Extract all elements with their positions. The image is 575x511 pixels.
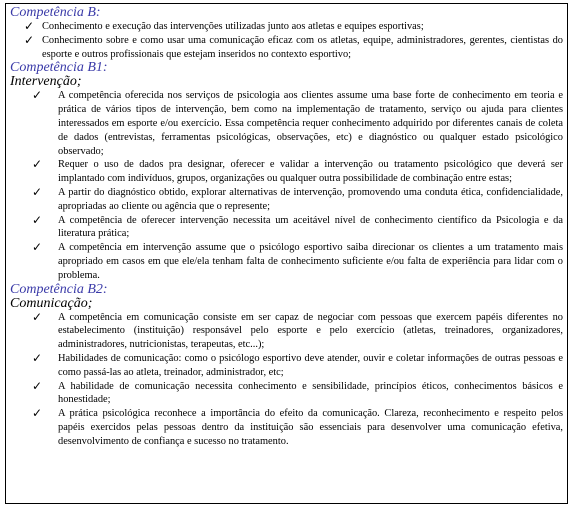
list-item <box>10 34 563 62</box>
list-item-text: Habilidades de comunicação: como o psicólogo esportivo deve atender, ouvir e coletar informações de outras pessoas e como passá-las ao atleta, treinador, administrador, etc; <box>58 352 563 378</box>
list-item-text: A prática psicológica reconhece a importância do efeito da comunicação. Clareza, reconhecimento e respeito pelos papéis exercidos pelas pessoas dentro da instituição são essenciais para desenvolver uma comunicação efetiva, desenvolvimento de confiança e sucesso no tratamento. <box>58 408 563 447</box>
checkmark-icon: ✓ <box>32 378 43 393</box>
list-item <box>10 380 563 408</box>
list-item <box>10 186 563 214</box>
competencia-b-title: Competência B: <box>10 5 101 20</box>
list-item <box>10 241 563 282</box>
competencia-b2-list <box>10 311 563 449</box>
checkmark-icon: ✓ <box>24 19 35 33</box>
list-item-text: A competência em intervenção assume que o psicólogo esportivo saiba direcionar os clientes a um tratamento mais apropriado em casos em que ele/ela tenham falta de conhecimento suficiente e/ou falta de experiência para lidar com o problema. <box>58 242 563 281</box>
list-item-text: A habilidade de comunicação necessita conhecimento e sensibilidade, princípios éticos, conhecimentos básicos e honestidade; <box>58 380 563 406</box>
list-item-text: Requer o uso de dados pra designar, oferecer e validar a intervenção ou tratamento psicológico que deverá ser implantado com indivíduos, grupos, organizações ou qualquer outra possibilidade de combinação entre estas; <box>58 159 563 185</box>
list-item-text: Conhecimento e execução das intervenções utilizadas junto aos atletas e equipes esportivas; <box>42 21 424 32</box>
list-item <box>10 158 563 186</box>
list-item-text: A competência de oferecer intervenção necessita um aceitável nível de conhecimento científico da Psicologia e da literatura prática; <box>58 214 563 240</box>
list-item <box>10 407 563 448</box>
checkmark-icon: ✓ <box>24 32 35 47</box>
list-item-text: A competência em comunicação consiste em ser capaz de negociar com pessoas que exercem papéis diferentes no estabelecimento (instituição) responsável pelo esporte e pelo exercício (atletas, treinadores, organizadores, administradores, nutricionistas, terapeutas, etc...); <box>58 311 563 351</box>
list-item <box>10 311 563 352</box>
competencia-b2-title: Competência B2: <box>10 281 108 297</box>
list-item <box>10 89 563 158</box>
intervencao-subtitle: Intervenção; <box>10 74 82 90</box>
list-item <box>10 214 563 242</box>
list-item <box>10 20 563 34</box>
list-item-text: Conhecimento sobre e como usar uma comunicação eficaz com os atletas, equipe, administradores, gerentes, cientistas do esporte e outros profissionais que estejam inseridos no contexto esportivo; <box>42 34 563 60</box>
checkmark-icon: ✓ <box>32 350 43 365</box>
checkmark-icon: ✓ <box>32 184 43 199</box>
competencia-b1-list <box>10 89 563 282</box>
checkmark-icon: ✓ <box>32 157 43 172</box>
checkmark-icon: ✓ <box>32 406 43 421</box>
list-item <box>10 352 563 380</box>
checkmark-icon: ✓ <box>32 240 43 255</box>
comunicacao-subtitle: Comunicação; <box>10 295 93 311</box>
list-item-text: A partir do diagnóstico obtido, explorar alternativas de intervenção, promovendo uma conduta ética, confidencialidade, apropriadas ao cliente ou agência que o represente; <box>58 186 563 212</box>
competencias-box <box>5 3 568 504</box>
competencias-content <box>10 6 563 449</box>
list-item-text: A competência oferecida nos serviços de psicologia aos clientes assume uma base forte de conhecimento em teoria e prática de vários tipos de intervenção, bem como na implementação de tratamento, serviço ou ajuda para clientes interessados em esporte e/ou exercício. Essa competência requer conhecimento adquirido por diferentes canais de coleta de dados (entrevistas, ferramentas psicológicas, observações, etc) e diagnóstico ou qualquer estado psicológico observado; <box>58 90 563 157</box>
competencia-b-list <box>10 20 563 61</box>
checkmark-icon: ✓ <box>32 88 43 103</box>
competencia-b1-title: Competência B1: <box>10 60 108 76</box>
checkmark-icon: ✓ <box>32 309 43 324</box>
checkmark-icon: ✓ <box>32 212 43 227</box>
